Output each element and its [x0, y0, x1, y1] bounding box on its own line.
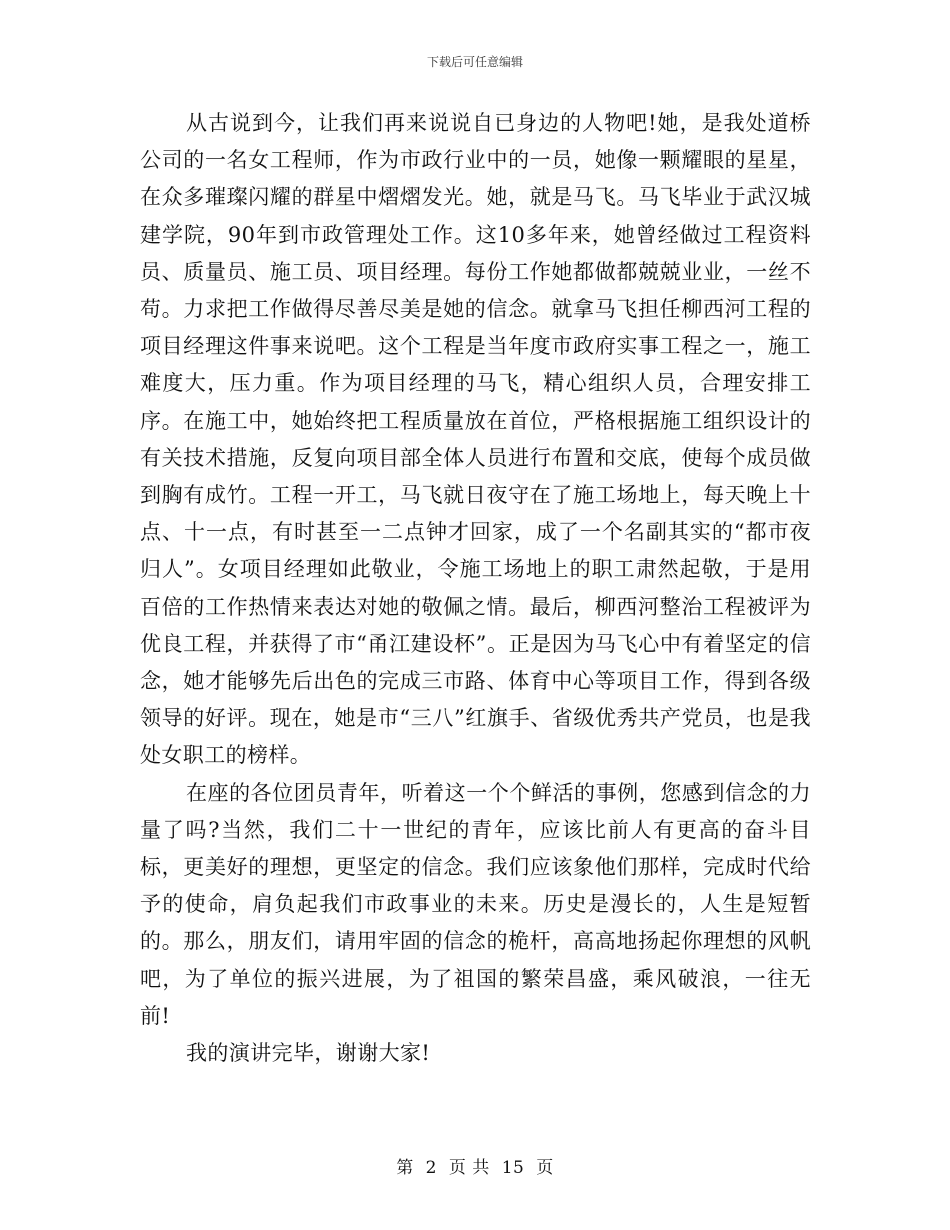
footer-suffix: 页	[536, 1158, 554, 1178]
footer-prefix: 第	[396, 1158, 414, 1178]
paragraph-appeal: 在座的各位团员青年，听着这一个个鲜活的事例，您感到信念的力量了吗?当然，我们二十一世纪的青年，应该比前人有更高的奋斗目标，更美好的理想，更坚定的信念。我们应该象他们那样，完成时代给予的使命，肩负起我们市政事业的未来。历史是漫长的，人生是短暂的。那么，朋友们，请用牢固的信念的桅杆，高高地扬起你理想的风帆吧，为了单位的振兴进展，为了祖国的繁荣昌盛，乘风破浪，一往无前!	[140, 780, 811, 1028]
page-number-footer	[0, 1153, 950, 1178]
paragraph-story: 从古说到今，让我们再来说说自已身边的人物吧!她，是我处道桥公司的一名女工程师，作为市政行业中的一员，她像一颗耀眼的星星，在众多璀璨闪耀的群星中熠熠发光。她，就是马飞。马飞毕业于武汉城建学院，90年到市政管理处工作。这10多年来，她曾经做过工程资料员、质量员、施工员、项目经理。每份工作她都做都兢兢业业，一丝不苟。力求把工作做得尽善尽美是她的信念。就拿马飞担任柳西河工程的项目经理这件事来说吧。这个工程是当年度市政府实事工程之一，施工难度大，压力重。作为项目经理的马飞，精心组织人员，合理安排工序。在施工中，她始终把工程质量放在首位，严格根据施工组织设计的有关技术措施，反复向项目部全体人员进行布置和交底，使每个成员做到胸有成竹。工程一开工，马飞就日夜守在了施工场地上，每天晚上十点、十一点，有时甚至一二点钟才回家，成了一个名副其实的“都市夜归人”。女项目经理如此敬业，令施工场地上的职工肃然起敬，于是用百倍的工作热情来表达对她的敬佩之情。最后，柳西河整治工程被评为优良工程，并获得了市“甬江建设杯”。正是因为马飞心中有着坚定的信念，她才能够先后出色的完成三市路、体育中心等项目工作，得到各级领导的好评。现在，她是市“三八”红旗手、省级优秀共产党员，也是我处女职工的榜样。	[140, 111, 811, 768]
paragraph-closing: 我的演讲完毕，谢谢大家!	[186, 1041, 431, 1066]
footer-middle: 页 共	[448, 1158, 490, 1178]
total-pages-number: 15	[501, 1158, 525, 1178]
current-page-number: 2	[425, 1158, 437, 1178]
document-body	[140, 105, 811, 1072]
page-header-note: 下载后可任意编辑	[426, 55, 523, 69]
